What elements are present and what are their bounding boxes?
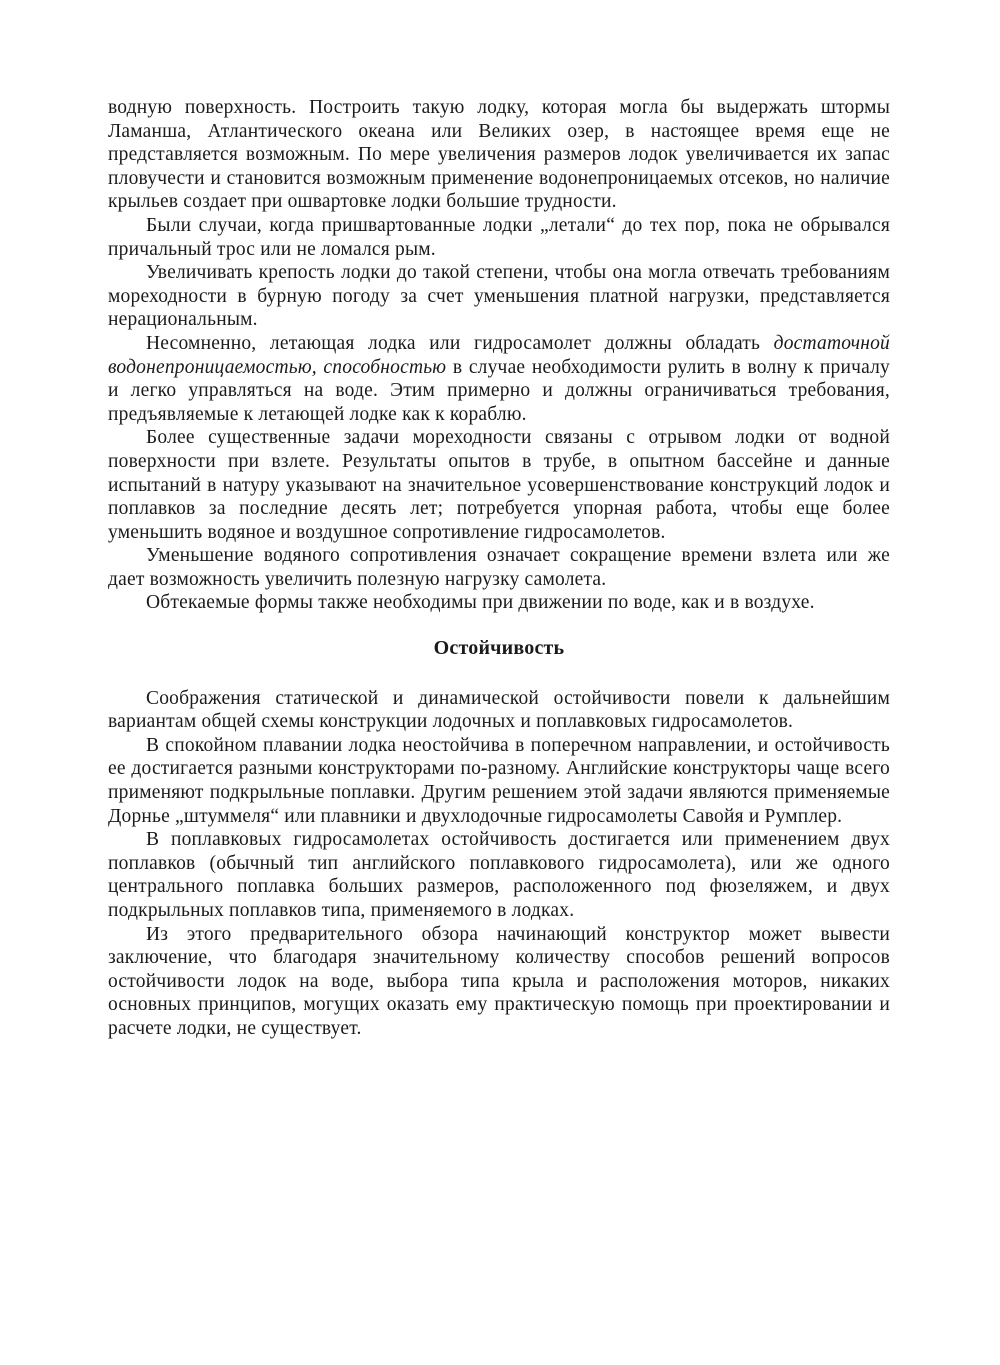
paragraph-stability-schemes: Соображения статической и динамической остойчивости повели к дальнейшим вариантам общей схемы конструкции лодочных и поплавковых гидросамолетов. — [108, 687, 890, 733]
paragraph-takeoff: Более существенные задачи мореходности связаны с отрывом лодки от водной поверхности при взлете. Результаты опытов в трубе, в опытном бассейне и данные испытаний в натуру указывают на значительное усовершенствование конструкций лодок и поплавков за последние десять лет; потребуется упорная работа, чтобы еще более уменьшить водяное и воздушное сопротивление гидросамолетов. — [108, 427, 890, 543]
paragraph-streamlined: Обтекаемые формы также необходимы при движении по воде, как и в воздухе. — [146, 592, 815, 614]
p4-end: в случае необходимости рулить в волну к причалу и легко управляться на воде. Этим примерно и должны ограничиваться требования, предъявляемые к летающей лодке как к кораблю. — [108, 356, 890, 425]
paragraph-continued: водную поверхность. Построить такую лодку, которая могла бы выдержать штормы Ламанша, Атлантического океана или Великих озер, в настоящее время еще не представляется возможным. По мере увеличения размеров лодок увеличивается их запас пловучести и становится возможным применение водонепроницаемых отсеков, но наличие крыльев создает при ошвартовке лодки большие трудности. — [108, 97, 890, 213]
p4-emphasis: достаточной водонепроницаемостью, способностью — [108, 332, 890, 378]
paragraph-requirements — [108, 332, 890, 426]
paragraph-calm-water: В спокойном плавании лодка неостойчива в поперечном направлении, и остойчивость ее достигается разными конструкторами по-разному. Английские конструкторы чаще всего применяют подкрыльные поплавки. Другим решением этой задачи являются применяемые Дорнье „штуммеля“ или плавники и двухлодочные гидросамолеты Савойя и Румплер. — [108, 734, 890, 827]
paragraph-moored-boats: Были случаи, когда пришвартованные лодки „летали“ до тех пор, пока не обрывался причальный трос или не ломался рым. — [108, 214, 890, 260]
paragraph-hull-strength: Увеличивать крепость лодки до такой степени, чтобы она могла отвечать требованиям мореходности в бурную погоду за счет уменьшения платной нагрузки, представляется нерациональным. — [108, 262, 890, 331]
paragraph-float-seaplanes: В поплавковых гидросамолетах остойчивость достигается или применением двух поплавков (обычный тип английского поплавкового гидросамолета), или же одного центрального поплавка больших размеров, расположенного под фюзеляжем, и двух подкрыльных поплавков типа, применяемого в лодках. — [108, 829, 890, 921]
document-page — [108, 96, 890, 1041]
paragraph-conclusion: Из этого предварительного обзора начинающий конструктор может вывести заключение, что благодаря значительному количеству способов решений вопросов остойчивости лодок на воде, выбора типа крыла и расположения моторов, никаких основных принципов, могущих оказать ему практическую помощь при проектировании и расчете лодки, не существует. — [108, 923, 890, 1039]
paragraph-water-resistance: Уменьшение водяного сопротивления означает сокращение времени взлета или же дает возможность увеличить полезную нагрузку самолета. — [108, 545, 890, 590]
p4-start: Несомненно, летающая лодка или гидросамолет должны обладать — [146, 332, 774, 354]
section-heading: Остойчивость — [433, 637, 565, 660]
